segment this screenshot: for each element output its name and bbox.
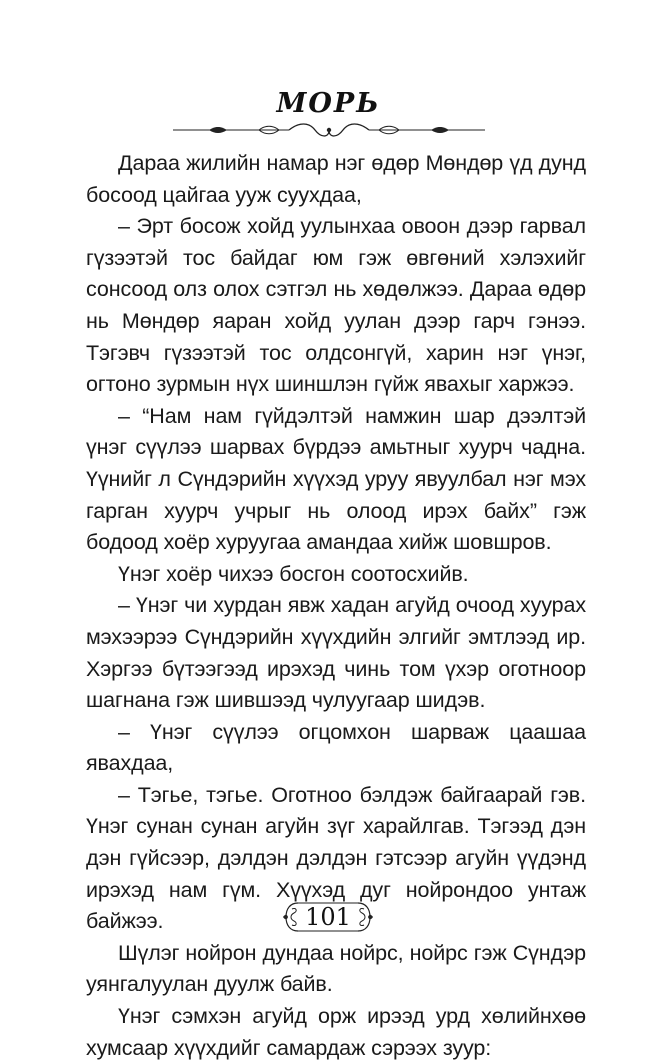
paragraph: Үнэг сэмхэн агуйд орж ирээд урд хөлийнхөө хумсаар хүүхдийг самардаж сэрээх зуур:: [86, 1004, 586, 1060]
paragraph: – Тэгье, тэгье. Оготноо бэлдэж байгаарай гэв. Үнэг сунан сунан агуйн зүг харайлгав. Тэгээд дэн дэн гүйсээр, дэлдэн дэлдэн гэтсээр агуйн үүдэнд ирэхэд нам гүм. Хүүхэд дуг нойрондоо унтаж байжээ.: [86, 782, 586, 934]
paragraph: – “Нам нам гүйдэлтэй намжин шар дээлтэй үнэг сүүлээ шарвах бүрдээ амьтныг хуурч чадна. Үүнийг л Сүндэрийн хүүхэд уруу явуулбал нэг мэх гарган хуурч учрыг нь олоод ирэх байх” гэж бодоод хоёр хуруугаа амандаа хийж шовшров.: [86, 403, 586, 555]
title-ornament: [169, 122, 489, 138]
paragraph: – Үнэг чи хурдан явж хадан агуйд очоод хуурах мэхээрээ Сүндэрийн хүүхдийн элгийг эмтлээд ир. Хэргээ бүтээгээд ирэхэд чинь том үхэр оготноор шагнана гэж шившээд чулуугаар шидэв.: [86, 593, 586, 713]
paragraph: Үнэг хоёр чихээ босгон соотосхийв.: [118, 561, 469, 586]
paragraph: – Эрт босож хойд уулынхаа овоон дээр гарвал гүзээтэй тос байдаг юм гэж өвгөний хэлэхийг сонсоод олз олох сэтгэл нь хөдөлжээ. Дараа өдөр нь Мөндөр яаран хойд уулан дээр гарч гэнээ. Тэгэвч гүзээтэй тос олдсонгүй, харин нэг үнэг, огтоно зурмын нүх шиншлэн гүйж явахыг харжээ.: [86, 214, 586, 397]
chapter-title: МОРЬ: [276, 88, 381, 119]
page-footer: [0, 897, 657, 937]
paragraph: Дараа жилийн намар нэг өдөр Мөндөр үд дунд босоод цайгаа ууж суухдаа,: [86, 151, 586, 207]
paragraph: – Үнэг сүүлээ огцомхон шарваж цаашаа явахдаа,: [86, 719, 586, 776]
page-number: 101: [305, 903, 351, 931]
page-header: [0, 88, 657, 138]
paragraph: Шүлэг нойрон дундаа нойрс, нойрс гэж Сүндэр уянгалуулан дуулж байв.: [86, 940, 586, 997]
